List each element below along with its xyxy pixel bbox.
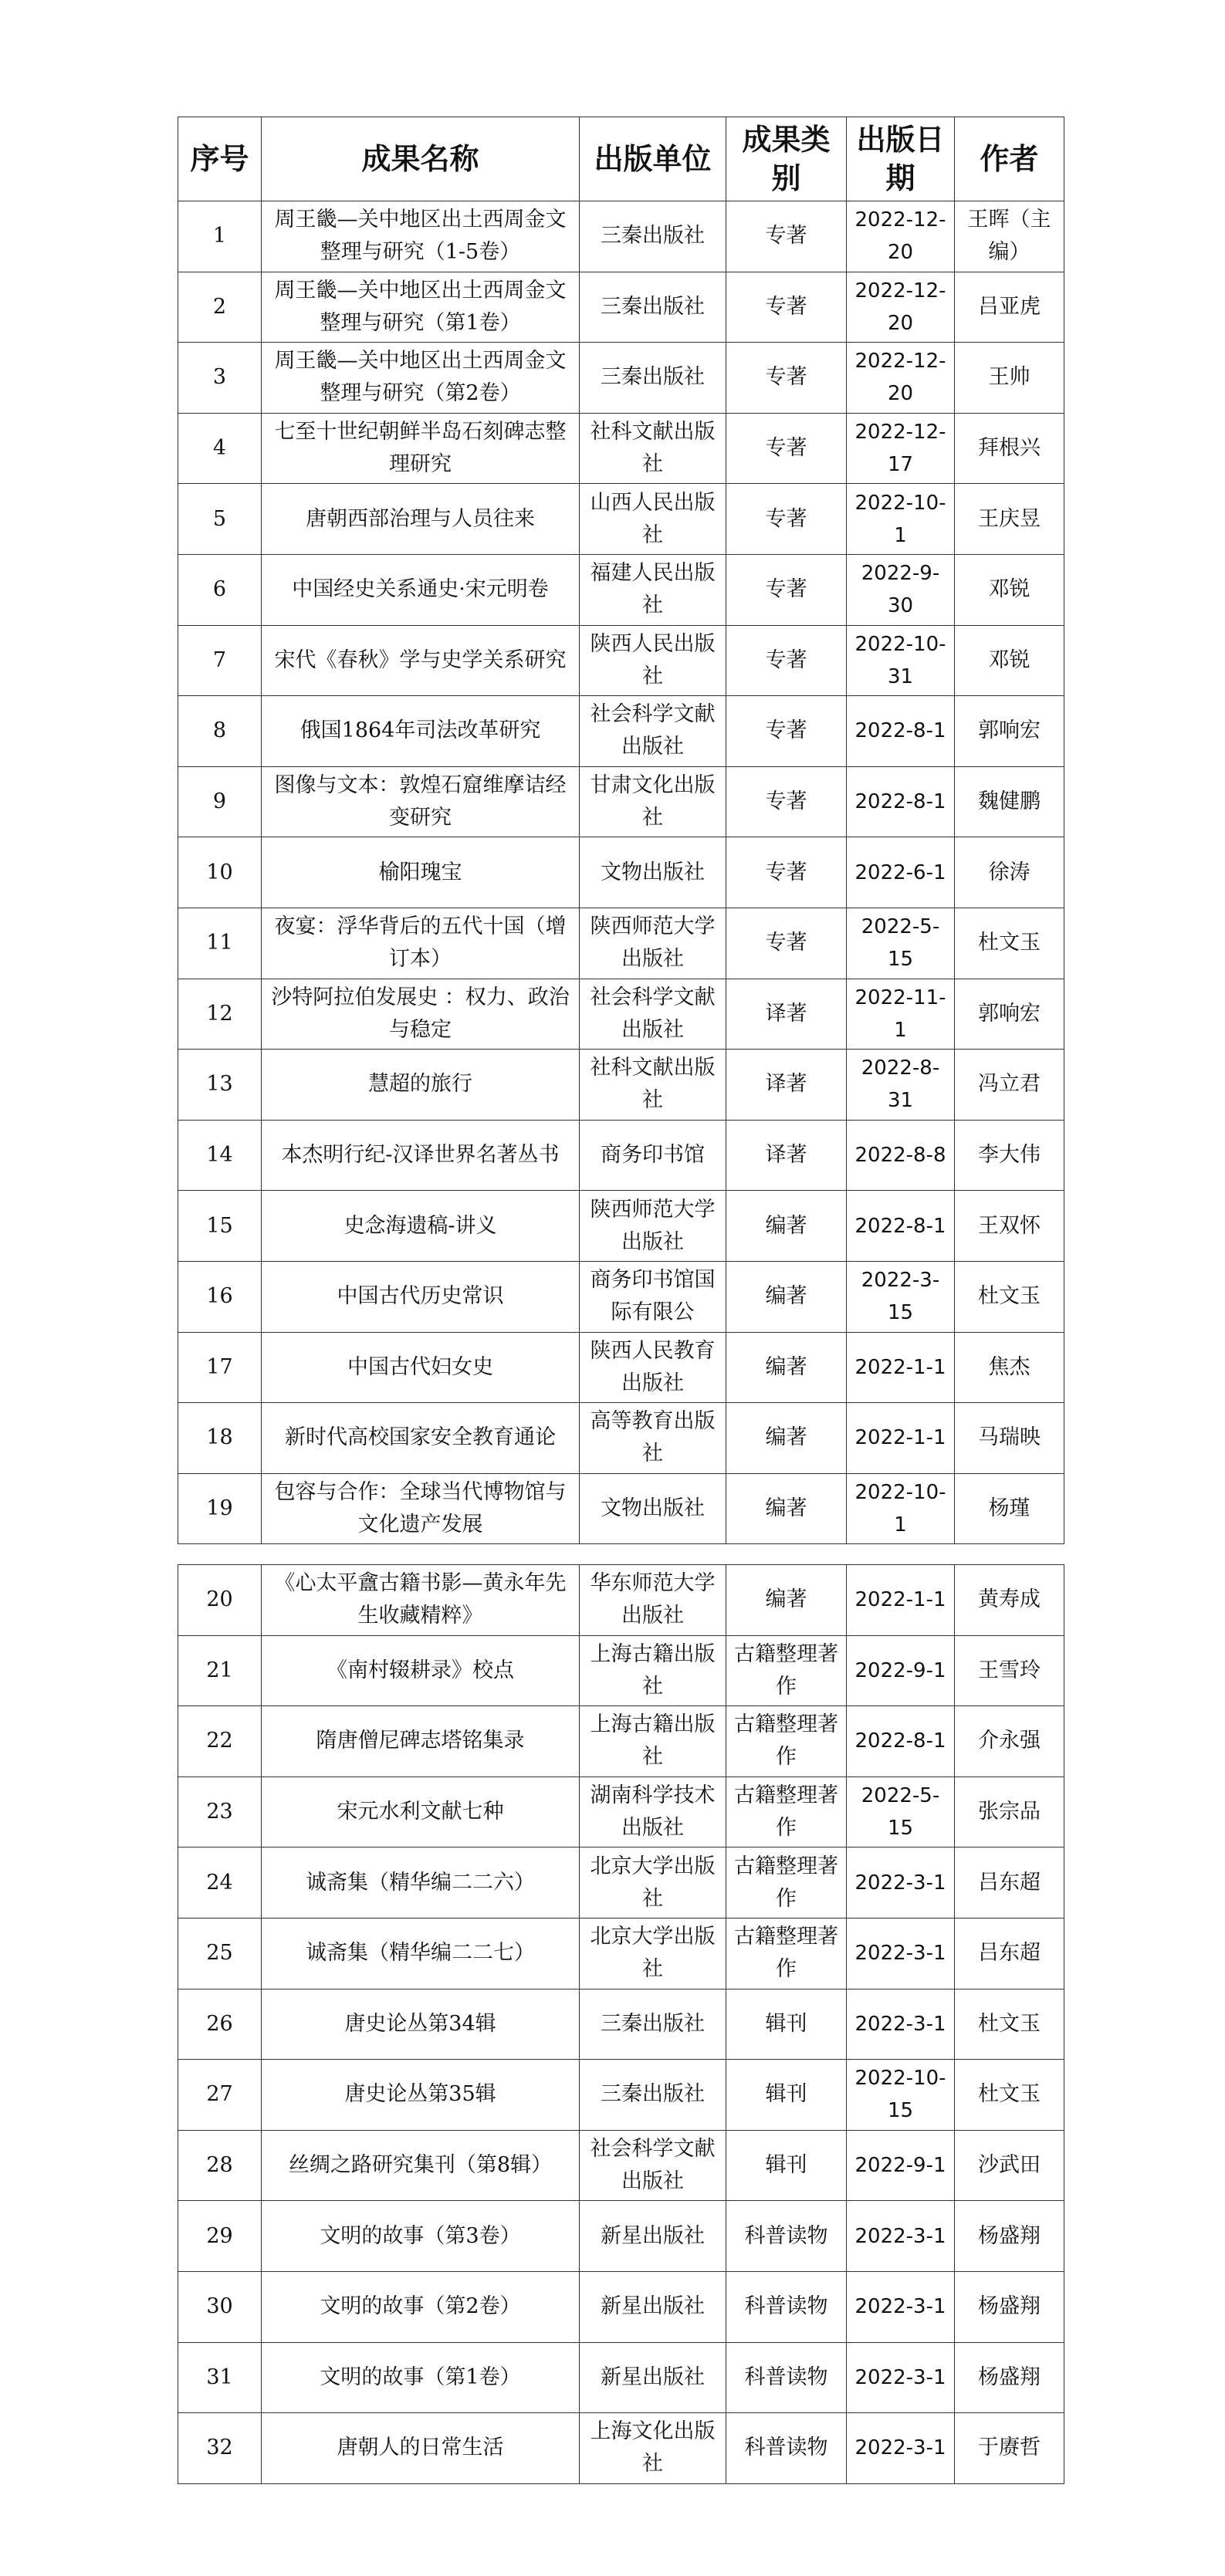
- cell-no: 21: [178, 1635, 262, 1706]
- cell-no: 6: [178, 554, 262, 625]
- cell-publisher: 三秦出版社: [580, 201, 726, 272]
- cell-author: 沙武田: [955, 2130, 1064, 2201]
- cell-title: 周王畿—关中地区出土西周金文整理与研究（第2卷）: [262, 343, 580, 414]
- cell-publisher: 社科文献出版社: [580, 413, 726, 484]
- cell-author: 邓锐: [955, 625, 1064, 696]
- cell-type: 辑刊: [726, 2060, 847, 2131]
- cell-title: 《南村辍耕录》校点: [262, 1635, 580, 1706]
- cell-date: 2022-9-1: [847, 2130, 955, 2201]
- cell-no: 5: [178, 484, 262, 555]
- cell-date: 2022-1-1: [847, 1565, 955, 1636]
- cell-title: 俄国1864年司法改革研究: [262, 696, 580, 767]
- cell-title: 文明的故事（第3卷）: [262, 2201, 580, 2272]
- cell-no: 18: [178, 1403, 262, 1474]
- table-row: [178, 2271, 1064, 2342]
- cell-publisher: 湖南科学技术出版社: [580, 1776, 726, 1847]
- cell-type: 编著: [726, 1191, 847, 1262]
- cell-no: 12: [178, 979, 262, 1050]
- cell-publisher: 陕西师范大学出版社: [580, 1191, 726, 1262]
- cell-publisher: 三秦出版社: [580, 1989, 726, 2060]
- cell-publisher: 新星出版社: [580, 2342, 726, 2413]
- table-row: [178, 1050, 1064, 1121]
- table-row: [178, 554, 1064, 625]
- cell-publisher: 上海古籍出版社: [580, 1706, 726, 1777]
- cell-title: 新时代高校国家安全教育通论: [262, 1403, 580, 1474]
- cell-type: 编著: [726, 1565, 847, 1636]
- cell-type: 专著: [726, 625, 847, 696]
- cell-date: 2022-3-15: [847, 1261, 955, 1332]
- cell-publisher: 三秦出版社: [580, 2060, 726, 2131]
- table-row: [178, 413, 1064, 484]
- cell-publisher: 商务印书馆: [580, 1120, 726, 1191]
- cell-publisher: 商务印书馆国际有限公: [580, 1261, 726, 1332]
- cell-publisher: 社会科学文献出版社: [580, 979, 726, 1050]
- cell-no: 25: [178, 1918, 262, 1989]
- table-row: [178, 837, 1064, 908]
- cell-title: 本杰明行纪-汉译世界名著丛书: [262, 1120, 580, 1191]
- table-row: [178, 2201, 1064, 2272]
- cell-title: 唐史论丛第34辑: [262, 1989, 580, 2060]
- table-row: [178, 1473, 1064, 1544]
- table-row: [178, 1847, 1064, 1918]
- cell-publisher: 三秦出版社: [580, 343, 726, 414]
- cell-type: 古籍整理著作: [726, 1918, 847, 1989]
- cell-no: 4: [178, 413, 262, 484]
- cell-no: 14: [178, 1120, 262, 1191]
- cell-date: 2022-5-15: [847, 1776, 955, 1847]
- table-row: [178, 1261, 1064, 1332]
- table-row: [178, 696, 1064, 767]
- cell-publisher: 北京大学出版社: [580, 1918, 726, 1989]
- header-row: [178, 117, 1064, 201]
- cell-author: 郭响宏: [955, 696, 1064, 767]
- cell-author: 李大伟: [955, 1120, 1064, 1191]
- cell-title: 唐朝西部治理与人员往来: [262, 484, 580, 555]
- cell-type: 古籍整理著作: [726, 1635, 847, 1706]
- cell-publisher: 社会科学文献出版社: [580, 2130, 726, 2201]
- cell-date: 2022-11-1: [847, 979, 955, 1050]
- cell-no: 30: [178, 2271, 262, 2342]
- cell-no: 9: [178, 766, 262, 837]
- cell-no: 15: [178, 1191, 262, 1262]
- publications-table-part-2: [178, 1564, 1064, 2484]
- table-row: [178, 201, 1064, 272]
- cell-publisher: 新星出版社: [580, 2201, 726, 2272]
- header-author: 作者: [955, 117, 1064, 201]
- cell-title: 诚斋集（精华编二二七）: [262, 1918, 580, 1989]
- table-row: [178, 1989, 1064, 2060]
- cell-type: 专著: [726, 554, 847, 625]
- cell-type: 辑刊: [726, 1989, 847, 2060]
- cell-no: 32: [178, 2413, 262, 2484]
- cell-type: 辑刊: [726, 2130, 847, 2201]
- cell-publisher: 文物出版社: [580, 837, 726, 908]
- cell-date: 2022-3-1: [847, 2413, 955, 2484]
- header-date: 出版日期: [847, 117, 955, 201]
- cell-date: 2022-3-1: [847, 2342, 955, 2413]
- cell-type: 专著: [726, 343, 847, 414]
- cell-author: 王双怀: [955, 1191, 1064, 1262]
- cell-author: 王帅: [955, 343, 1064, 414]
- cell-date: 2022-6-1: [847, 837, 955, 908]
- cell-author: 吕亚虎: [955, 272, 1064, 343]
- cell-date: 2022-5-15: [847, 908, 955, 979]
- cell-title: 宋代《春秋》学与史学关系研究: [262, 625, 580, 696]
- cell-author: 王雪玲: [955, 1635, 1064, 1706]
- cell-publisher: 陕西人民教育出版社: [580, 1332, 726, 1403]
- cell-author: 张宗品: [955, 1776, 1064, 1847]
- cell-title: 中国古代妇女史: [262, 1332, 580, 1403]
- cell-no: 16: [178, 1261, 262, 1332]
- cell-date: 2022-3-1: [847, 2201, 955, 2272]
- table-row: [178, 1776, 1064, 1847]
- cell-no: 17: [178, 1332, 262, 1403]
- cell-date: 2022-3-1: [847, 1847, 955, 1918]
- publications-table-part-1: [178, 117, 1064, 1544]
- table-row: [178, 1918, 1064, 1989]
- cell-publisher: 上海文化出版社: [580, 2413, 726, 2484]
- table-row: [178, 272, 1064, 343]
- cell-date: 2022-10-1: [847, 484, 955, 555]
- cell-title: 唐朝人的日常生活: [262, 2413, 580, 2484]
- cell-no: 23: [178, 1776, 262, 1847]
- cell-title: 榆阳瑰宝: [262, 837, 580, 908]
- table-row: [178, 1332, 1064, 1403]
- cell-author: 冯立君: [955, 1050, 1064, 1121]
- cell-publisher: 北京大学出版社: [580, 1847, 726, 1918]
- cell-author: 黄寿成: [955, 1565, 1064, 1636]
- cell-type: 古籍整理著作: [726, 1847, 847, 1918]
- cell-title: 文明的故事（第1卷）: [262, 2342, 580, 2413]
- cell-type: 专著: [726, 837, 847, 908]
- cell-type: 专著: [726, 272, 847, 343]
- cell-date: 2022-1-1: [847, 1332, 955, 1403]
- cell-type: 古籍整理著作: [726, 1706, 847, 1777]
- table-row: [178, 1120, 1064, 1191]
- cell-type: 编著: [726, 1332, 847, 1403]
- cell-type: 专著: [726, 201, 847, 272]
- cell-author: 魏健鹏: [955, 766, 1064, 837]
- cell-type: 译著: [726, 1120, 847, 1191]
- header-publisher: 出版单位: [580, 117, 726, 201]
- cell-publisher: 上海古籍出版社: [580, 1635, 726, 1706]
- cell-no: 27: [178, 2060, 262, 2131]
- cell-date: 2022-12-20: [847, 201, 955, 272]
- cell-date: 2022-3-1: [847, 1918, 955, 1989]
- cell-publisher: 高等教育出版社: [580, 1403, 726, 1474]
- cell-type: 科普读物: [726, 2342, 847, 2413]
- cell-title: 七至十世纪朝鲜半岛石刻碑志整理研究: [262, 413, 580, 484]
- cell-no: 31: [178, 2342, 262, 2413]
- cell-date: 2022-8-31: [847, 1050, 955, 1121]
- cell-title: 周王畿—关中地区出土西周金文整理与研究（第1卷）: [262, 272, 580, 343]
- cell-title: 史念海遗稿-讲义: [262, 1191, 580, 1262]
- cell-author: 杨盛翔: [955, 2342, 1064, 2413]
- cell-no: 20: [178, 1565, 262, 1636]
- cell-date: 2022-10-31: [847, 625, 955, 696]
- cell-type: 科普读物: [726, 2201, 847, 2272]
- cell-date: 2022-9-1: [847, 1635, 955, 1706]
- cell-no: 2: [178, 272, 262, 343]
- cell-author: 吕东超: [955, 1847, 1064, 1918]
- cell-author: 杨盛翔: [955, 2271, 1064, 2342]
- cell-author: 马瑞映: [955, 1403, 1064, 1474]
- cell-title: 中国古代历史常识: [262, 1261, 580, 1332]
- cell-date: 2022-12-20: [847, 272, 955, 343]
- table-row: [178, 2413, 1064, 2484]
- cell-publisher: 新星出版社: [580, 2271, 726, 2342]
- cell-no: 22: [178, 1706, 262, 1777]
- cell-no: 3: [178, 343, 262, 414]
- cell-author: 拜根兴: [955, 413, 1064, 484]
- cell-no: 24: [178, 1847, 262, 1918]
- cell-publisher: 三秦出版社: [580, 272, 726, 343]
- cell-author: 王晖（主编）: [955, 201, 1064, 272]
- cell-no: 10: [178, 837, 262, 908]
- cell-title: 唐史论丛第35辑: [262, 2060, 580, 2131]
- cell-author: 王庆昱: [955, 484, 1064, 555]
- table-row: [178, 2130, 1064, 2201]
- cell-author: 邓锐: [955, 554, 1064, 625]
- cell-no: 8: [178, 696, 262, 767]
- cell-date: 2022-9-30: [847, 554, 955, 625]
- table-row: [178, 1635, 1064, 1706]
- cell-type: 专著: [726, 696, 847, 767]
- cell-author: 杜文玉: [955, 1989, 1064, 2060]
- cell-type: 编著: [726, 1473, 847, 1544]
- table-row: [178, 908, 1064, 979]
- table-row: [178, 1706, 1064, 1777]
- cell-title: 图像与文本：敦煌石窟维摩诘经变研究: [262, 766, 580, 837]
- cell-date: 2022-3-1: [847, 1989, 955, 2060]
- cell-type: 编著: [726, 1261, 847, 1332]
- cell-date: 2022-8-1: [847, 1191, 955, 1262]
- cell-publisher: 社科文献出版社: [580, 1050, 726, 1121]
- cell-author: 吕东超: [955, 1918, 1064, 1989]
- cell-type: 专著: [726, 766, 847, 837]
- cell-author: 于赓哲: [955, 2413, 1064, 2484]
- cell-title: 《心太平盦古籍书影—黄永年先生收藏精粹》: [262, 1565, 580, 1636]
- cell-publisher: 社会科学文献出版社: [580, 696, 726, 767]
- cell-publisher: 华东师范大学出版社: [580, 1565, 726, 1636]
- cell-author: 杜文玉: [955, 908, 1064, 979]
- cell-publisher: 陕西师范大学出版社: [580, 908, 726, 979]
- cell-date: 2022-10-1: [847, 1473, 955, 1544]
- cell-no: 19: [178, 1473, 262, 1544]
- cell-publisher: 陕西人民出版社: [580, 625, 726, 696]
- cell-date: 2022-8-1: [847, 766, 955, 837]
- cell-type: 科普读物: [726, 2271, 847, 2342]
- cell-date: 2022-8-1: [847, 696, 955, 767]
- table-row: [178, 1403, 1064, 1474]
- cell-type: 古籍整理著作: [726, 1776, 847, 1847]
- cell-date: 2022-8-8: [847, 1120, 955, 1191]
- cell-author: 焦杰: [955, 1332, 1064, 1403]
- header-type: 成果类别: [726, 117, 847, 201]
- cell-publisher: 文物出版社: [580, 1473, 726, 1544]
- cell-type: 编著: [726, 1403, 847, 1474]
- cell-type: 专著: [726, 413, 847, 484]
- table-row: [178, 343, 1064, 414]
- cell-title: 隋唐僧尼碑志塔铭集录: [262, 1706, 580, 1777]
- table-row: [178, 1565, 1064, 1636]
- cell-type: 译著: [726, 1050, 847, 1121]
- cell-author: 郭响宏: [955, 979, 1064, 1050]
- table-row: [178, 625, 1064, 696]
- header-no: 序号: [178, 117, 262, 201]
- cell-title: 慧超的旅行: [262, 1050, 580, 1121]
- cell-title: 诚斋集（精华编二二六）: [262, 1847, 580, 1918]
- cell-title: 文明的故事（第2卷）: [262, 2271, 580, 2342]
- table-row: [178, 1191, 1064, 1262]
- cell-title: 夜宴：浮华背后的五代十国（增订本）: [262, 908, 580, 979]
- cell-no: 28: [178, 2130, 262, 2201]
- cell-title: 沙特阿拉伯发展史 ：权力、政治与稳定: [262, 979, 580, 1050]
- cell-title: 中国经史关系通史·宋元明卷: [262, 554, 580, 625]
- cell-author: 杜文玉: [955, 2060, 1064, 2131]
- table-row: [178, 2342, 1064, 2413]
- cell-date: 2022-8-1: [847, 1706, 955, 1777]
- cell-type: 译著: [726, 979, 847, 1050]
- table-row: [178, 484, 1064, 555]
- cell-date: 2022-1-1: [847, 1403, 955, 1474]
- cell-author: 杜文玉: [955, 1261, 1064, 1332]
- cell-title: 丝绸之路研究集刊（第8辑）: [262, 2130, 580, 2201]
- cell-publisher: 山西人民出版社: [580, 484, 726, 555]
- cell-author: 杨瑾: [955, 1473, 1064, 1544]
- cell-publisher: 甘肃文化出版社: [580, 766, 726, 837]
- cell-date: 2022-12-20: [847, 343, 955, 414]
- cell-date: 2022-10-15: [847, 2060, 955, 2131]
- cell-no: 29: [178, 2201, 262, 2272]
- table-row: [178, 766, 1064, 837]
- header-title: 成果名称: [262, 117, 580, 201]
- cell-no: 26: [178, 1989, 262, 2060]
- cell-date: 2022-12-17: [847, 413, 955, 484]
- cell-author: 杨盛翔: [955, 2201, 1064, 2272]
- cell-publisher: 福建人民出版社: [580, 554, 726, 625]
- cell-type: 专著: [726, 908, 847, 979]
- cell-no: 1: [178, 201, 262, 272]
- cell-type: 科普读物: [726, 2413, 847, 2484]
- cell-no: 13: [178, 1050, 262, 1121]
- cell-date: 2022-3-1: [847, 2271, 955, 2342]
- cell-title: 包容与合作：全球当代博物馆与文化遗产发展: [262, 1473, 580, 1544]
- table-row: [178, 979, 1064, 1050]
- cell-title: 周王畿—关中地区出土西周金文整理与研究（1-5卷）: [262, 201, 580, 272]
- cell-no: 11: [178, 908, 262, 979]
- cell-author: 徐涛: [955, 837, 1064, 908]
- cell-type: 专著: [726, 484, 847, 555]
- cell-title: 宋元水利文献七种: [262, 1776, 580, 1847]
- table-row: [178, 2060, 1064, 2131]
- cell-author: 介永强: [955, 1706, 1064, 1777]
- cell-no: 7: [178, 625, 262, 696]
